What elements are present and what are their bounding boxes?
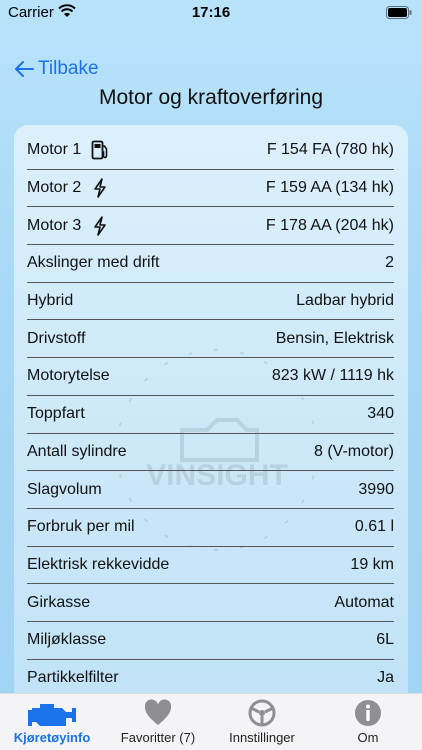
back-button[interactable] (14, 58, 99, 80)
tab-settings-label: Innstillinger (229, 730, 295, 745)
detail-label: Akslinger med drift (27, 254, 160, 272)
detail-label: Forbruk per mil (27, 518, 135, 536)
detail-value: 0.61 l (354, 518, 394, 536)
detail-value: 6L (376, 631, 394, 649)
clock: 17:16 (191, 4, 231, 21)
tab-vehicle-info-label: Kjøretøyinfo (13, 730, 91, 745)
detail-label: Elektrisk rekkevidde (27, 555, 170, 573)
detail-value: Automat (334, 593, 394, 611)
detail-label: Girkasse (27, 593, 91, 611)
detail-row (27, 509, 394, 547)
detail-row (27, 584, 394, 622)
detail-label: Antall sylindre (27, 442, 127, 460)
detail-row (27, 132, 394, 170)
detail-label: Slagvolum (27, 480, 102, 498)
detail-value: Bensin, Elektrisk (275, 329, 394, 347)
detail-row (27, 320, 394, 358)
tab-vehicle-info[interactable] (2, 698, 102, 745)
detail-row (27, 358, 394, 396)
detail-value: Ja (377, 668, 394, 686)
svg-text:VINSIGHT: VINSIGHT (146, 459, 288, 492)
detail-row (27, 547, 394, 585)
detail-row (27, 396, 394, 434)
detail-value: 8 (V-motor) (313, 442, 394, 460)
detail-row (27, 434, 394, 472)
detail-label: Motor 3 (27, 216, 82, 234)
detail-label: Hybrid (27, 292, 74, 310)
tab-favorites[interactable] (108, 698, 208, 745)
info-icon (353, 698, 383, 728)
detail-row (27, 170, 394, 208)
detail-row (27, 660, 394, 698)
detail-label: Partikkelfilter (27, 668, 119, 686)
detail-row (27, 283, 394, 321)
detail-label: Toppfart (27, 405, 85, 423)
detail-value: 2 (385, 254, 394, 272)
detail-value: 3990 (358, 480, 394, 498)
detail-row (27, 207, 394, 245)
detail-label: Miljøklasse (27, 631, 107, 649)
tab-about-label: Om (357, 730, 379, 745)
details-card (14, 125, 408, 705)
steering-wheel-icon (247, 698, 277, 728)
lightning-icon (91, 216, 109, 236)
carrier-label: Carrier (8, 4, 54, 21)
detail-label: Motorytelse (27, 367, 110, 385)
details-list (27, 132, 394, 697)
detail-row (27, 471, 394, 509)
detail-label: Motor 1 (27, 141, 82, 159)
detail-label: Drivstoff (27, 329, 86, 347)
detail-value: F 154 FA (780 hk) (266, 141, 394, 159)
detail-value: 823 kW / 1119 hk (271, 367, 394, 385)
back-label: Tilbake (38, 58, 99, 79)
detail-row (27, 245, 394, 283)
page-title: Motor og kraftoverføring (98, 86, 324, 109)
status-bar (0, 0, 422, 28)
detail-row (27, 622, 394, 660)
tab-bar (0, 693, 422, 750)
detail-value: Ladbar hybrid (296, 292, 394, 310)
heart-icon (143, 698, 173, 728)
detail-value: 19 km (350, 555, 394, 573)
fuel-pump-icon (91, 140, 109, 160)
engine-icon (24, 698, 80, 728)
detail-value: F 178 AA (204 hk) (265, 216, 394, 234)
detail-value: 340 (367, 405, 394, 423)
lightning-icon (91, 178, 109, 198)
tab-favorites-label: Favoritter (7) (120, 730, 196, 745)
battery-icon (386, 6, 412, 19)
detail-value: F 159 AA (134 hk) (265, 179, 394, 197)
tab-settings[interactable] (212, 698, 312, 745)
tab-about[interactable] (318, 698, 418, 745)
detail-label: Motor 2 (27, 179, 82, 197)
arrow-left-icon (14, 60, 34, 78)
